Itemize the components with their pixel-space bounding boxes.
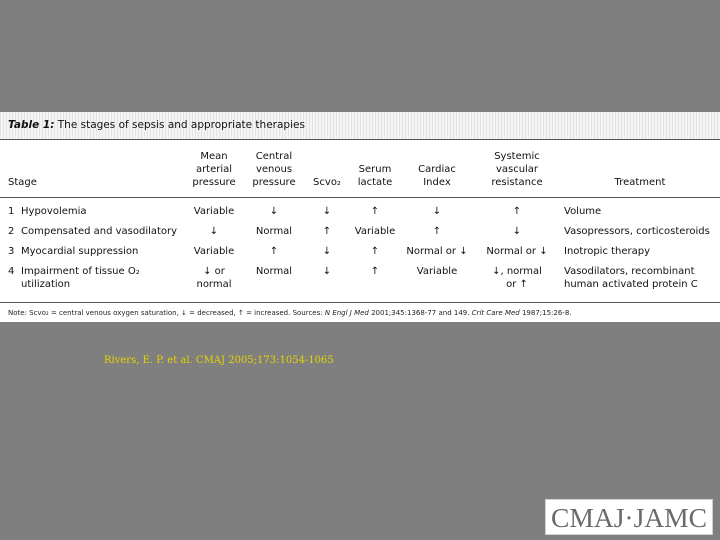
header-stage: Stage bbox=[8, 177, 37, 188]
cmaj-jamc-logo-image bbox=[549, 502, 709, 532]
note-source-1: N Engl J Med bbox=[324, 309, 369, 317]
row-3-scvo2: ↓ bbox=[322, 246, 332, 257]
row-4-treatment: Vasodilators, recombinant human activated protein C bbox=[564, 266, 698, 290]
row-1-systemic-vascular-resistance: ↑ bbox=[512, 206, 522, 217]
note-text: Note: Scvo₂ = central venous oxygen saturation, ↓ = decreased, ↑ = increased. Sources: bbox=[8, 309, 325, 317]
footer-rule bbox=[0, 302, 720, 303]
table-note bbox=[8, 309, 572, 317]
header-scvo2: Scvo₂ bbox=[313, 177, 341, 188]
row-3-systemic-vascular-resistance: Normal or ↓ bbox=[486, 246, 548, 257]
table-title-bar bbox=[0, 112, 720, 140]
header-cardiac-index: Cardiac Index bbox=[418, 164, 456, 188]
row-1-mean-arterial-pressure: Variable bbox=[193, 206, 235, 217]
row-2-central-venous-pressure: Normal bbox=[255, 226, 293, 237]
row-1-central-venous-pressure: ↓ bbox=[269, 206, 279, 217]
row-1-stage: Hypovolemia bbox=[21, 206, 87, 217]
row-3-stage: Myocardial suppression bbox=[21, 246, 139, 257]
row-2-mean-arterial-pressure: ↓ bbox=[209, 226, 219, 237]
sepsis-table bbox=[0, 112, 720, 322]
row-1-scvo2: ↓ bbox=[322, 206, 332, 217]
row-4-serum-lactate: ↑ bbox=[370, 266, 380, 277]
row-2-stage: Compensated and vasodilatory bbox=[21, 226, 178, 237]
row-2-serum-lactate: Variable bbox=[354, 226, 396, 237]
header-central-venous-pressure: Central venous pressure bbox=[252, 151, 296, 188]
row-4-systemic-vascular-resistance: ↓, normal or ↑ bbox=[492, 266, 542, 290]
row-2-cardiac-index: ↑ bbox=[432, 226, 442, 237]
header-treatment: Treatment bbox=[614, 177, 666, 188]
row-2-treatment: Vasopressors, corticosteroids bbox=[564, 226, 710, 237]
row-2-number: 2 bbox=[8, 226, 15, 237]
note-source-2: Crit Care Med bbox=[471, 309, 520, 317]
row-3-number: 3 bbox=[8, 246, 15, 257]
row-3-treatment: Inotropic therapy bbox=[564, 246, 651, 257]
table-title bbox=[8, 119, 305, 131]
row-4-mean-arterial-pressure: ↓ or normal bbox=[196, 266, 232, 290]
note-source-2-ref: 1987;15:26-8. bbox=[519, 309, 572, 317]
row-1-number: 1 bbox=[8, 206, 15, 217]
row-4-cardiac-index: Variable bbox=[416, 266, 458, 277]
citation: Rivers, E. P. et al. CMAJ 2005;173:1054-1065 bbox=[104, 355, 334, 366]
header-serum-lactate: Serum lactate bbox=[357, 164, 393, 188]
row-2-systemic-vascular-resistance: ↓ bbox=[512, 226, 522, 237]
row-4-scvo2: ↓ bbox=[322, 266, 332, 277]
row-4-stage: Impairment of tissue O₂ utilization bbox=[21, 266, 140, 290]
row-3-serum-lactate: ↑ bbox=[370, 246, 380, 257]
cmaj-jamc-logo bbox=[545, 499, 713, 535]
row-3-central-venous-pressure: ↑ bbox=[269, 246, 279, 257]
row-1-cardiac-index: ↓ bbox=[432, 206, 442, 217]
row-1-serum-lactate: ↑ bbox=[370, 206, 380, 217]
table-title-text: The stages of sepsis and appropriate therapies bbox=[54, 119, 305, 131]
row-3-mean-arterial-pressure: Variable bbox=[193, 246, 235, 257]
row-2-scvo2: ↑ bbox=[322, 226, 332, 237]
row-4-number: 4 bbox=[8, 266, 15, 277]
note-source-1-ref: 2001;345:1368-77 and 149. bbox=[368, 309, 472, 317]
table-title-label: Table 1: bbox=[8, 119, 55, 131]
row-3-cardiac-index: Normal or ↓ bbox=[406, 246, 468, 257]
header-rule bbox=[0, 197, 720, 198]
svg-text:CMAJ·JAMC: CMAJ·JAMC bbox=[551, 503, 707, 532]
row-1-treatment: Volume bbox=[564, 206, 602, 217]
header-systemic-vascular-resistance: Systemic vascular resistance bbox=[491, 151, 543, 188]
header-mean-arterial-pressure: Mean arterial pressure bbox=[192, 151, 236, 188]
row-4-central-venous-pressure: Normal bbox=[255, 266, 293, 277]
